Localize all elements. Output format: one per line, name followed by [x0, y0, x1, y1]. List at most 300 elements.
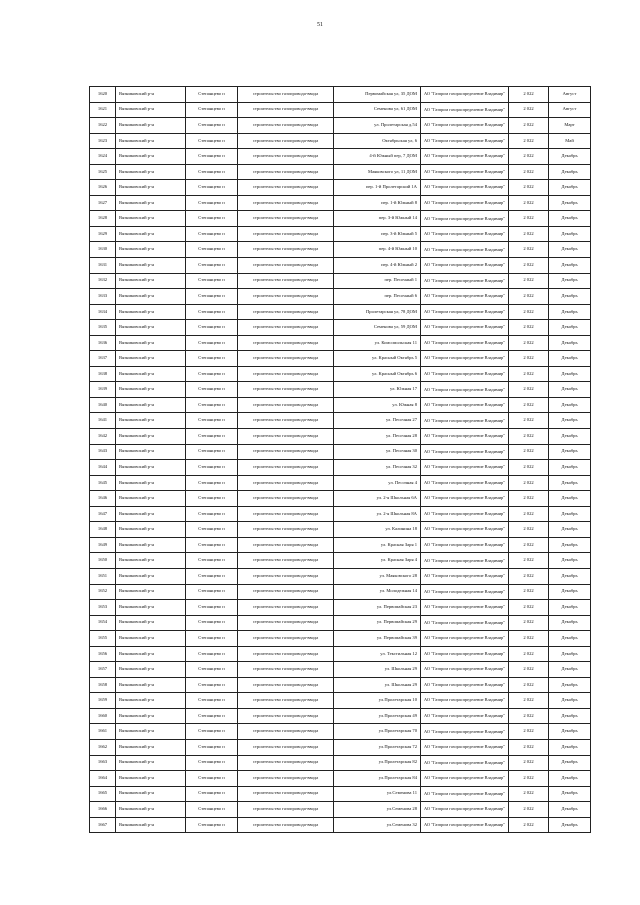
work-type-cell: строительство газопровода-ввода: [238, 506, 334, 522]
table-row: [90, 677, 591, 693]
district-cell: Вязниковский р-н: [116, 693, 186, 709]
address-cell: ул. Песочная 30: [334, 444, 421, 460]
organization-cell: АО "Газпром газораспределение Владимир": [421, 553, 509, 569]
settlement-cell: Степанцево п: [186, 351, 238, 367]
year-cell: 2 022: [509, 444, 549, 460]
organization-cell: АО "Газпром газораспределение Владимир": [421, 242, 509, 258]
table-row: [90, 708, 591, 724]
table-row: [90, 662, 591, 678]
month-cell: Декабрь: [549, 553, 591, 569]
row-number: 1630: [90, 242, 116, 258]
district-cell: Вязниковский р-н: [116, 786, 186, 802]
work-type-cell: строительство газопровода-ввода: [238, 413, 334, 429]
district-cell: Вязниковский р-н: [116, 226, 186, 242]
table-row: [90, 771, 591, 787]
table-row: [90, 802, 591, 818]
address-cell: Семенова ул, 61 ДОМ: [334, 102, 421, 118]
row-number: 1648: [90, 522, 116, 538]
organization-cell: АО "Газпром газораспределение Владимир": [421, 460, 509, 476]
year-cell: 2 022: [509, 149, 549, 165]
organization-cell: АО "Газпром газораспределение Владимир": [421, 646, 509, 662]
work-type-cell: строительство газопровода-ввода: [238, 522, 334, 538]
table-row: [90, 584, 591, 600]
row-number: 1637: [90, 351, 116, 367]
table-row: [90, 568, 591, 584]
address-cell: ул. Песочная 32: [334, 460, 421, 476]
month-cell: Декабрь: [549, 304, 591, 320]
month-cell: Декабрь: [549, 397, 591, 413]
month-cell: Август: [549, 87, 591, 103]
row-number: 1624: [90, 149, 116, 165]
address-cell: Октябрьская ул, 6: [334, 133, 421, 149]
address-cell: ул. 2-я Школьная 8А: [334, 506, 421, 522]
work-type-cell: строительство газопровода-ввода: [238, 444, 334, 460]
work-type-cell: строительство газопровода-ввода: [238, 739, 334, 755]
table-row: [90, 600, 591, 616]
month-cell: Декабрь: [549, 444, 591, 460]
address-cell: ул. Южная 8: [334, 397, 421, 413]
month-cell: Декабрь: [549, 273, 591, 289]
work-type-cell: строительство газопровода-ввода: [238, 382, 334, 398]
settlement-cell: Степанцево п: [186, 646, 238, 662]
row-number: 1667: [90, 817, 116, 833]
year-cell: 2 022: [509, 677, 549, 693]
district-cell: Вязниковский р-н: [116, 600, 186, 616]
row-number: 1627: [90, 195, 116, 211]
row-number: 1622: [90, 118, 116, 134]
district-cell: Вязниковский р-н: [116, 522, 186, 538]
settlement-cell: Степанцево п: [186, 195, 238, 211]
row-number: 1635: [90, 320, 116, 336]
month-cell: Декабрь: [549, 382, 591, 398]
month-cell: Декабрь: [549, 195, 591, 211]
month-cell: Декабрь: [549, 677, 591, 693]
table-row: [90, 351, 591, 367]
work-type-cell: строительство газопровода-ввода: [238, 460, 334, 476]
organization-cell: АО "Газпром газораспределение Владимир": [421, 568, 509, 584]
work-type-cell: строительство газопровода-ввода: [238, 786, 334, 802]
table-row: [90, 646, 591, 662]
work-type-cell: строительство газопровода-ввода: [238, 817, 334, 833]
district-cell: Вязниковский р-н: [116, 102, 186, 118]
year-cell: 2 022: [509, 739, 549, 755]
row-number: 1646: [90, 491, 116, 507]
table-row: [90, 817, 591, 833]
work-type-cell: строительство газопровода-ввода: [238, 677, 334, 693]
organization-cell: АО "Газпром газораспределение Владимир": [421, 708, 509, 724]
year-cell: 2 022: [509, 102, 549, 118]
organization-cell: АО "Газпром газораспределение Владимир": [421, 382, 509, 398]
month-cell: Декабрь: [549, 320, 591, 336]
table-row: [90, 786, 591, 802]
work-type-cell: строительство газопровода-ввода: [238, 242, 334, 258]
settlement-cell: Степанцево п: [186, 164, 238, 180]
year-cell: 2 022: [509, 460, 549, 476]
settlement-cell: Степанцево п: [186, 615, 238, 631]
year-cell: 2 022: [509, 164, 549, 180]
district-cell: Вязниковский р-н: [116, 615, 186, 631]
month-cell: Декабрь: [549, 351, 591, 367]
table-row: [90, 491, 591, 507]
settlement-cell: Степанцево п: [186, 149, 238, 165]
table-row: [90, 133, 591, 149]
month-cell: Декабрь: [549, 429, 591, 445]
organization-cell: АО "Газпром газораспределение Владимир": [421, 600, 509, 616]
work-type-cell: строительство газопровода-ввода: [238, 397, 334, 413]
organization-cell: АО "Газпром газораспределение Владимир": [421, 258, 509, 274]
work-type-cell: строительство газопровода-ввода: [238, 771, 334, 787]
table-row: [90, 242, 591, 258]
address-cell: пер. 4-й Южный 2: [334, 258, 421, 274]
year-cell: 2 022: [509, 413, 549, 429]
row-number: 1628: [90, 211, 116, 227]
row-number: 1629: [90, 226, 116, 242]
row-number: 1640: [90, 397, 116, 413]
work-type-cell: строительство газопровода-ввода: [238, 568, 334, 584]
district-cell: Вязниковский р-н: [116, 413, 186, 429]
month-cell: Декабрь: [549, 289, 591, 305]
table-row: [90, 366, 591, 382]
month-cell: Декабрь: [549, 739, 591, 755]
work-type-cell: строительство газопровода-ввода: [238, 662, 334, 678]
address-cell: ул. Песочная 28: [334, 429, 421, 445]
address-cell: ул.Пролетарская 10: [334, 693, 421, 709]
table-row: [90, 460, 591, 476]
address-cell: пер. 3-й Южный 14: [334, 211, 421, 227]
settlement-cell: Степанцево п: [186, 631, 238, 647]
month-cell: Декабрь: [549, 568, 591, 584]
table-row: [90, 335, 591, 351]
month-cell: Декабрь: [549, 771, 591, 787]
table-row: [90, 273, 591, 289]
district-cell: Вязниковский р-н: [116, 304, 186, 320]
work-type-cell: строительство газопровода-ввода: [238, 600, 334, 616]
year-cell: 2 022: [509, 397, 549, 413]
district-cell: Вязниковский р-н: [116, 351, 186, 367]
table-row: [90, 87, 591, 103]
table-body: [90, 87, 591, 833]
address-cell: ул.Семенова 11: [334, 786, 421, 802]
district-cell: Вязниковский р-н: [116, 273, 186, 289]
district-cell: Вязниковский р-н: [116, 802, 186, 818]
organization-cell: АО "Газпром газораспределение Владимир": [421, 506, 509, 522]
district-cell: Вязниковский р-н: [116, 258, 186, 274]
year-cell: 2 022: [509, 335, 549, 351]
settlement-cell: Степанцево п: [186, 429, 238, 445]
table-row: [90, 211, 591, 227]
month-cell: Декабрь: [549, 755, 591, 771]
work-type-cell: строительство газопровода-ввода: [238, 708, 334, 724]
work-type-cell: строительство газопровода-ввода: [238, 755, 334, 771]
district-cell: Вязниковский р-н: [116, 491, 186, 507]
year-cell: 2 022: [509, 320, 549, 336]
district-cell: Вязниковский р-н: [116, 584, 186, 600]
month-cell: Декабрь: [549, 211, 591, 227]
organization-cell: АО "Газпром газораспределение Владимир": [421, 724, 509, 740]
organization-cell: АО "Газпром газораспределение Владимир": [421, 180, 509, 196]
year-cell: 2 022: [509, 180, 549, 196]
year-cell: 2 022: [509, 537, 549, 553]
district-cell: Вязниковский р-н: [116, 335, 186, 351]
settlement-cell: Степанцево п: [186, 180, 238, 196]
settlement-cell: Степанцево п: [186, 258, 238, 274]
row-number: 1654: [90, 615, 116, 631]
organization-cell: АО "Газпром газораспределение Владимир": [421, 802, 509, 818]
month-cell: Декабрь: [549, 475, 591, 491]
address-cell: ул. Песочная 27: [334, 413, 421, 429]
month-cell: Декабрь: [549, 506, 591, 522]
work-type-cell: строительство газопровода-ввода: [238, 475, 334, 491]
address-cell: ул.Пролетарская 70: [334, 724, 421, 740]
gas-connection-table: [89, 86, 591, 833]
organization-cell: АО "Газпром газораспределение Владимир": [421, 817, 509, 833]
organization-cell: АО "Газпром газораспределение Владимир": [421, 351, 509, 367]
table-row: [90, 553, 591, 569]
work-type-cell: строительство газопровода-ввода: [238, 335, 334, 351]
month-cell: Декабрь: [549, 149, 591, 165]
row-number: 1636: [90, 335, 116, 351]
district-cell: Вязниковский р-н: [116, 460, 186, 476]
row-number: 1666: [90, 802, 116, 818]
year-cell: 2 022: [509, 646, 549, 662]
district-cell: Вязниковский р-н: [116, 118, 186, 134]
month-cell: Декабрь: [549, 226, 591, 242]
settlement-cell: Степанцево п: [186, 693, 238, 709]
organization-cell: АО "Газпром газораспределение Владимир": [421, 537, 509, 553]
district-cell: Вязниковский р-н: [116, 397, 186, 413]
page-number: 51: [317, 22, 323, 28]
work-type-cell: строительство газопровода-ввода: [238, 724, 334, 740]
year-cell: 2 022: [509, 817, 549, 833]
row-number: 1663: [90, 755, 116, 771]
address-cell: пер. 4-й Южный 10: [334, 242, 421, 258]
work-type-cell: строительство газопровода-ввода: [238, 491, 334, 507]
settlement-cell: Степанцево п: [186, 786, 238, 802]
organization-cell: АО "Газпром газораспределение Владимир": [421, 739, 509, 755]
year-cell: 2 022: [509, 242, 549, 258]
row-number: 1653: [90, 600, 116, 616]
year-cell: 2 022: [509, 366, 549, 382]
month-cell: Декабрь: [549, 600, 591, 616]
row-number: 1645: [90, 475, 116, 491]
address-cell: Семенова ул, 59 ДОМ: [334, 320, 421, 336]
settlement-cell: Степанцево п: [186, 397, 238, 413]
row-number: 1633: [90, 289, 116, 305]
row-number: 1623: [90, 133, 116, 149]
address-cell: Первомайская ул, 35 ДОМ: [334, 87, 421, 103]
district-cell: Вязниковский р-н: [116, 195, 186, 211]
settlement-cell: Степанцево п: [186, 87, 238, 103]
month-cell: Декабрь: [549, 413, 591, 429]
address-cell: ул. Школьная 29: [334, 662, 421, 678]
work-type-cell: строительство газопровода-ввода: [238, 366, 334, 382]
table-row: [90, 522, 591, 538]
year-cell: 2 022: [509, 258, 549, 274]
table-row: [90, 475, 591, 491]
settlement-cell: Степанцево п: [186, 584, 238, 600]
address-cell: ул. Красный Октябрь 5: [334, 351, 421, 367]
organization-cell: АО "Газпром газораспределение Владимир": [421, 226, 509, 242]
address-cell: ул. Красная Заря 1: [334, 537, 421, 553]
settlement-cell: Степанцево п: [186, 600, 238, 616]
table-row: [90, 304, 591, 320]
table-row: [90, 739, 591, 755]
settlement-cell: Степанцево п: [186, 118, 238, 134]
table-row: [90, 195, 591, 211]
organization-cell: АО "Газпром газораспределение Владимир": [421, 273, 509, 289]
year-cell: 2 022: [509, 600, 549, 616]
settlement-cell: Степанцево п: [186, 366, 238, 382]
month-cell: Декабрь: [549, 724, 591, 740]
row-number: 1659: [90, 693, 116, 709]
address-cell: ул. Первомайская 23: [334, 600, 421, 616]
work-type-cell: строительство газопровода-ввода: [238, 429, 334, 445]
district-cell: Вязниковский р-н: [116, 677, 186, 693]
address-cell: 4-й Южный пер, 7 ДОМ: [334, 149, 421, 165]
row-number: 1656: [90, 646, 116, 662]
address-cell: ул.Пролетарская 82: [334, 755, 421, 771]
organization-cell: АО "Газпром газораспределение Владимир": [421, 289, 509, 305]
work-type-cell: строительство газопровода-ввода: [238, 226, 334, 242]
month-cell: Март: [549, 118, 591, 134]
row-number: 1626: [90, 180, 116, 196]
address-cell: ул. Южная 17: [334, 382, 421, 398]
address-cell: Маяковского ул, 11 ДОМ: [334, 164, 421, 180]
address-cell: ул.Семенова 32: [334, 817, 421, 833]
organization-cell: АО "Газпром газораспределение Владимир": [421, 211, 509, 227]
row-number: 1639: [90, 382, 116, 398]
settlement-cell: Степанцево п: [186, 304, 238, 320]
organization-cell: АО "Газпром газораспределение Владимир": [421, 444, 509, 460]
year-cell: 2 022: [509, 475, 549, 491]
organization-cell: АО "Газпром газораспределение Владимир": [421, 615, 509, 631]
year-cell: 2 022: [509, 351, 549, 367]
organization-cell: АО "Газпром газораспределение Владимир": [421, 149, 509, 165]
work-type-cell: строительство газопровода-ввода: [238, 537, 334, 553]
table-row: [90, 755, 591, 771]
organization-cell: АО "Газпром газораспределение Владимир": [421, 102, 509, 118]
year-cell: 2 022: [509, 273, 549, 289]
district-cell: Вязниковский р-н: [116, 537, 186, 553]
work-type-cell: строительство газопровода-ввода: [238, 258, 334, 274]
month-cell: Декабрь: [549, 335, 591, 351]
address-cell: ул.Пролетарская 72: [334, 739, 421, 755]
settlement-cell: Степанцево п: [186, 771, 238, 787]
settlement-cell: Степанцево п: [186, 802, 238, 818]
organization-cell: АО "Газпром газораспределение Владимир": [421, 584, 509, 600]
year-cell: 2 022: [509, 615, 549, 631]
settlement-cell: Степанцево п: [186, 553, 238, 569]
address-cell: ул. Маяковского 28: [334, 568, 421, 584]
organization-cell: АО "Газпром газораспределение Владимир": [421, 118, 509, 134]
work-type-cell: строительство газопровода-ввода: [238, 133, 334, 149]
work-type-cell: строительство газопровода-ввода: [238, 102, 334, 118]
address-cell: ул.Пролетарская 49: [334, 708, 421, 724]
year-cell: 2 022: [509, 724, 549, 740]
organization-cell: АО "Газпром газораспределение Владимир": [421, 87, 509, 103]
work-type-cell: строительство газопровода-ввода: [238, 211, 334, 227]
table-row: [90, 149, 591, 165]
month-cell: Декабрь: [549, 646, 591, 662]
row-number: 1638: [90, 366, 116, 382]
settlement-cell: Степанцево п: [186, 320, 238, 336]
year-cell: 2 022: [509, 802, 549, 818]
row-number: 1664: [90, 771, 116, 787]
district-cell: Вязниковский р-н: [116, 817, 186, 833]
settlement-cell: Степанцево п: [186, 444, 238, 460]
year-cell: 2 022: [509, 631, 549, 647]
year-cell: 2 022: [509, 491, 549, 507]
settlement-cell: Степанцево п: [186, 242, 238, 258]
year-cell: 2 022: [509, 662, 549, 678]
address-cell: ул. Пролетарская д.54: [334, 118, 421, 134]
month-cell: Декабрь: [549, 786, 591, 802]
year-cell: 2 022: [509, 771, 549, 787]
row-number: 1643: [90, 444, 116, 460]
table-row: [90, 118, 591, 134]
month-cell: Декабрь: [549, 180, 591, 196]
work-type-cell: строительство газопровода-ввода: [238, 87, 334, 103]
month-cell: Декабрь: [549, 242, 591, 258]
organization-cell: АО "Газпром газораспределение Владимир": [421, 335, 509, 351]
district-cell: Вязниковский р-н: [116, 382, 186, 398]
year-cell: 2 022: [509, 693, 549, 709]
address-cell: ул. 2-я Школьная 6А: [334, 491, 421, 507]
settlement-cell: Степанцево п: [186, 335, 238, 351]
row-number: 1658: [90, 677, 116, 693]
month-cell: Декабрь: [549, 662, 591, 678]
work-type-cell: строительство газопровода-ввода: [238, 304, 334, 320]
month-cell: Декабрь: [549, 460, 591, 476]
settlement-cell: Степанцево п: [186, 568, 238, 584]
year-cell: 2 022: [509, 118, 549, 134]
row-number: 1651: [90, 568, 116, 584]
address-cell: ул.Пролетарская 84: [334, 771, 421, 787]
settlement-cell: Степанцево п: [186, 491, 238, 507]
settlement-cell: Степанцево п: [186, 211, 238, 227]
organization-cell: АО "Газпром газораспределение Владимир": [421, 771, 509, 787]
settlement-cell: Степанцево п: [186, 382, 238, 398]
organization-cell: АО "Газпром газораспределение Владимир": [421, 522, 509, 538]
year-cell: 2 022: [509, 211, 549, 227]
district-cell: Вязниковский р-н: [116, 180, 186, 196]
work-type-cell: строительство газопровода-ввода: [238, 631, 334, 647]
district-cell: Вязниковский р-н: [116, 475, 186, 491]
address-cell: ул. Красная Заря 4: [334, 553, 421, 569]
month-cell: Декабрь: [549, 802, 591, 818]
address-cell: ул. Первомайская 39: [334, 631, 421, 647]
table-row: [90, 413, 591, 429]
district-cell: Вязниковский р-н: [116, 739, 186, 755]
settlement-cell: Степанцево п: [186, 755, 238, 771]
year-cell: 2 022: [509, 506, 549, 522]
settlement-cell: Степанцево п: [186, 475, 238, 491]
address-cell: ул. Текстильная 12: [334, 646, 421, 662]
address-cell: ул.Семенова 28: [334, 802, 421, 818]
month-cell: Декабрь: [549, 522, 591, 538]
table-row: [90, 537, 591, 553]
year-cell: 2 022: [509, 708, 549, 724]
row-number: 1625: [90, 164, 116, 180]
table-row: [90, 615, 591, 631]
district-cell: Вязниковский р-н: [116, 211, 186, 227]
organization-cell: АО "Газпром газораспределение Владимир": [421, 304, 509, 320]
work-type-cell: строительство газопровода-ввода: [238, 553, 334, 569]
settlement-cell: Степанцево п: [186, 677, 238, 693]
settlement-cell: Степанцево п: [186, 273, 238, 289]
year-cell: 2 022: [509, 755, 549, 771]
row-number: 1650: [90, 553, 116, 569]
